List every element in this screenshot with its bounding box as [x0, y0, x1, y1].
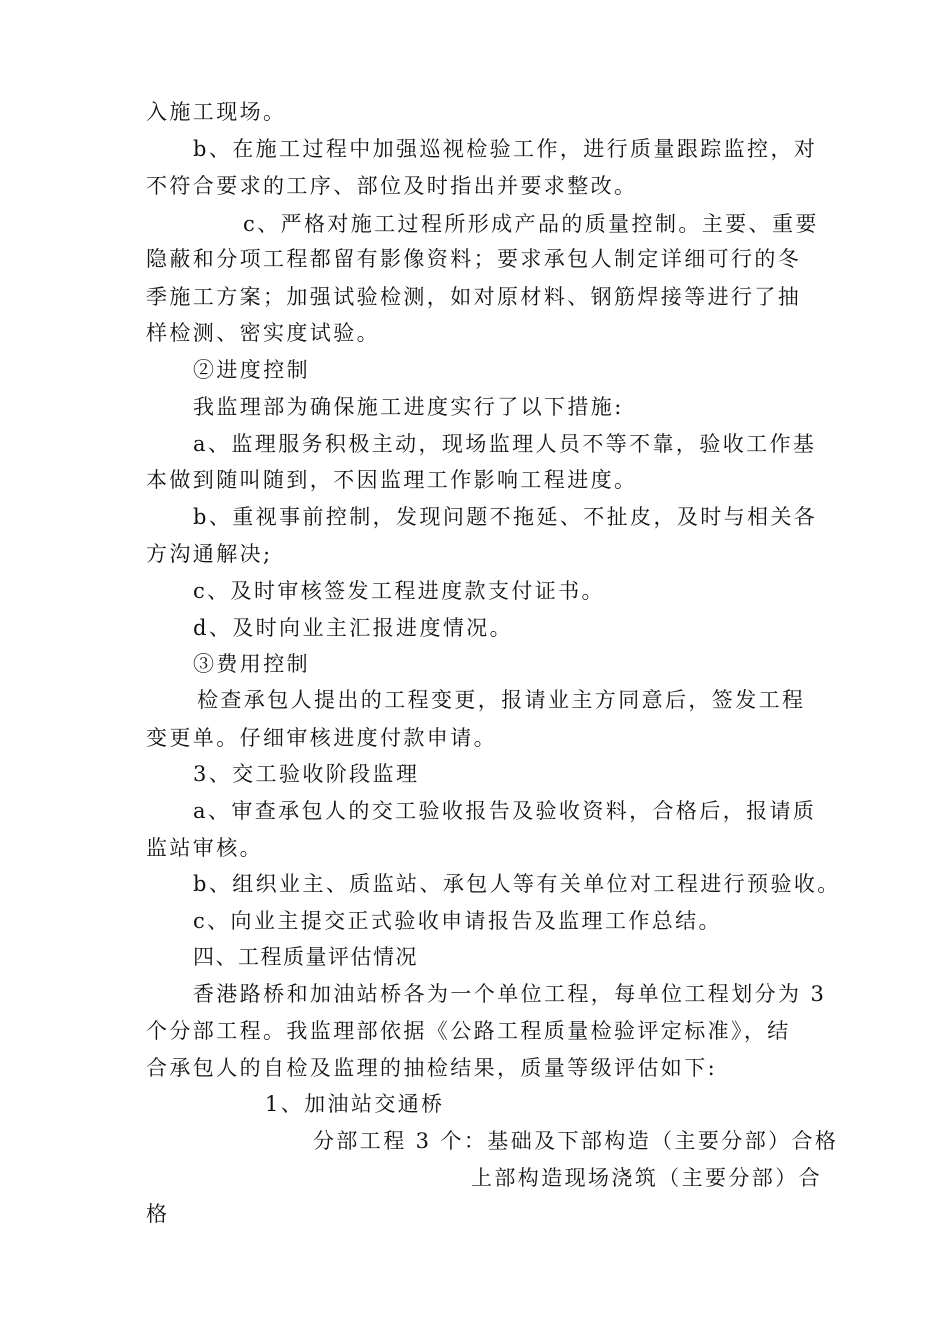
chapter-heading: 四、工程质量评估情况	[193, 945, 418, 969]
subsection-heading: 1、加油站交通桥	[265, 1092, 445, 1116]
text-line: 检查承包人提出的工程变更，报请业主方同意后，签发工程	[197, 688, 806, 712]
text-line: 季施工方案；加强试验检测，如对原材料、钢筋焊接等进行了抽	[146, 285, 802, 309]
section-heading: ③费用控制	[193, 652, 310, 676]
text-line: d、及时向业主汇报进度情况。	[193, 616, 514, 640]
text-line: 变更单。仔细审核进度付款申请。	[146, 726, 497, 750]
text-line: 不符合要求的工序、部位及时指出并要求整改。	[146, 174, 638, 198]
text-line: b、组织业主、质监站、承包人等有关单位对工程进行预验收。	[193, 872, 841, 896]
text-line: b、重视事前控制，发现问题不拖延、不扯皮，及时与相关各	[193, 505, 818, 529]
text-line: 监站审核。	[146, 836, 263, 860]
text-line: c、严格对施工过程所形成产品的质量控制。主要、重要	[243, 212, 819, 236]
text-line: 样检测、密实度试验。	[146, 321, 380, 345]
text-line: 本做到随叫随到，不因监理工作影响工程进度。	[146, 468, 638, 492]
text-line: 隐蔽和分项工程都留有影像资料；要求承包人制定详细可行的冬	[146, 247, 802, 271]
text-line: b、在施工过程中加强巡视检验工作，进行质量跟踪监控，对	[193, 137, 818, 161]
text-line: 分部工程 3 个：基础及下部构造（主要分部）合格	[313, 1129, 839, 1153]
text-line: c、向业主提交正式验收申请报告及监理工作总结。	[193, 909, 722, 933]
text-line: 我监理部为确保施工进度实行了以下措施:	[193, 395, 624, 419]
text-line: 合承包人的自检及监理的抽检结果，质量等级评估如下:	[146, 1056, 718, 1080]
text-line: 个分部工程。我监理部依据《公路工程质量检验评定标准》，结	[146, 1019, 791, 1043]
text-line: 入施工现场。	[146, 100, 287, 124]
text-line: 上部构造现场浇筑（主要分部）合	[471, 1166, 822, 1190]
text-line: 香港路桥和加油站桥各为一个单位工程，每单位工程划分为 3	[193, 982, 827, 1006]
text-line: 格	[146, 1202, 170, 1226]
text-line: c、及时审核签发工程进度款支付证书。	[193, 579, 605, 603]
text-line: a、审查承包人的交工验收报告及验收资料，合格后，报请质	[193, 799, 817, 823]
section-heading: 3、交工验收阶段监理	[193, 762, 420, 786]
text-line: a、监理服务积极主动，现场监理人员不等不靠，验收工作基	[193, 432, 817, 456]
section-heading: ②进度控制	[193, 358, 310, 382]
text-line: 方沟通解决;	[146, 542, 273, 566]
